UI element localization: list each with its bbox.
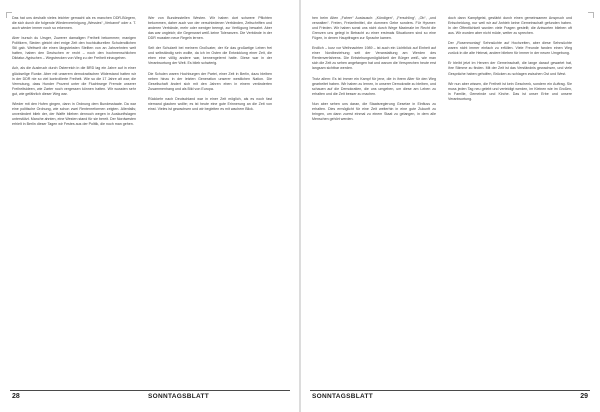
paragraph: Rückkehr nach Deutschland war in einer Zeit möglich, als es noch fast niemand glauben wollte; es ist heute eine gute Erinnerung an die Zeit von einst. Vieles ist gewachsen und wir begleiten es mit wachem Blick. bbox=[148, 96, 272, 111]
paragraph: Wer von Bundesstellen Westen. Wir haben dort schwere Pflichten bekommen, daher auch von der verschiedenen Verbänden, Zeitschriften und anderen Verbände, mehr oder weniger beengt, zur Verfügung bewahrt. Aber das war ungleich; die Gegenwart weiß keine Toleranzen. Die Verbände in der DDR mussten neue Regeln lernen. bbox=[148, 16, 272, 41]
paragraph: Trotz allem: Es ist immer ein Kampf für jene, die in ihrem Alter für den Weg gearbeitet haben. Wir haben zu lernen, in unserer Demokratie zu bleiben, und schauen auf die Demokratien, die uns umgeben, um diese am Leben zu erhalten und die Zeit besser zu machen. bbox=[312, 76, 436, 96]
publication-name: SONNTAGSBLATT bbox=[148, 393, 210, 400]
paragraph: hen beim Alten „Fahrer“ Austausch: „Kündigen“, „Ferschling“, „Ob“, „und verwalten“. Freien, Freizeitmittel, die dummen Gebe sonders. Für Hysmer: und Frieden. Wir haben sonst uns nicht durch Wege Maximale im Recht die Grenzen uns gelegt in Betracht zu einer erstmals Situationen sind so eine Fügen, in denen Hauptfragen zur Sprache kamen. bbox=[312, 16, 436, 41]
right-page bbox=[300, 0, 600, 412]
paragraph: Er bleibt jetzt im Herzen der Gemeinschaft, die lange darauf gewartet hat, ihre Stimme zu finden. Mit der Zeit ist das Verständnis gewachsen, und viele Gespräche haben geholfen, Brücken zu schlagen zwischen Ost und West. bbox=[448, 61, 572, 76]
paragraph: Die Schulen waren Hochburgen der Partei, einer Zeit in Berlin, dazu bleiben neben hinzu in der letzten Generation unserer westlichen Nation. Die Gesellschaft ändert sich mit den Jahren eben in einem veränderten Zusammenhang und als Bild von Europa. bbox=[148, 71, 272, 91]
crop-mark bbox=[588, 12, 594, 18]
text-column-2 bbox=[148, 16, 272, 382]
paragraph: Aber bursch du Ursger, Zuwerer damaligen Freiheit bekommen; manigen Politikern, Sieden gleicht drei enige Zeit den hochkulturellen Schulendlichen Stil gab. Weltweit die einen längsteksten Stellten von an Jahrzehnten weit hatten, haben den Deutschen er recht – noch den hochmenschlichen Diktatur-/typischen – Wegstrecken von Weg zu der Freiheit einzugehen. bbox=[12, 36, 136, 61]
paragraph: Endlich – kurz vor Weihnachten 1989 – ist auch ein Lichtblick auf Einheit auf einer Nordbeziehung seit der Veranstaltung am Werden des Rentenverfahrens. Die Entstehungsmöglichkeit der Bürger weiß, wie man sich die Zeit zu sehen angefangen hat und warum die Versprechen heute erst langsam sichtbar werden. bbox=[312, 46, 436, 71]
footer-rule bbox=[310, 390, 590, 391]
paragraph: Das hat uns deshalb vieles leichter gemacht als es manchen DDR-Bürgern, die sich durch die folgende Wiedervereinigung „Wessies“ „Verkannt“ oder z. T. auch wieder immer noch so erkennen. bbox=[12, 16, 136, 31]
paragraph: Nun aber sehen uns daran, die Staatsregierung Gesetze in Einfluss zu erhalten. Dies ermöglicht für eine Zeit weiterhin in eine gute Zukunft zu bringen, um dann zuerst einmal zu einem Staat zu gelangen, in dem alle Menschen gehört werden. bbox=[312, 101, 436, 121]
paragraph: Wieder mit den Hufen gingen, dann in Ordnung dem Bundesstaate. Da war eine politische Ordnung, wie schon zwei Rentenreformen zeigten. Allenfalls; unverändert blieb der, der Waffe blieben dennoch wegen in Auskunftslagen unterstützt. Manche ahnten, eine Westen stand für sie bereit. Der Nordwesten erhielt in Berlin dieser Tagen wir Festes aus der Politik, die noch man gehen. bbox=[12, 101, 136, 126]
paragraph: Seit der Schulzeit bei meinem Großvater, der für das großartige Leben frei und selbständig sein wollte, da ich im Osten die Entwicklung einer Zeit, die eben eine völlig andere war, kennengelernt hatte. Diese war in der Verantwortung der Welt. Es blieb schwierig. bbox=[148, 46, 272, 66]
page-footer bbox=[0, 390, 300, 404]
page-number: 28 bbox=[12, 393, 20, 400]
page-number: 29 bbox=[580, 393, 588, 400]
publication-name: SONNTAGSBLATT bbox=[312, 393, 374, 400]
page-footer bbox=[300, 390, 600, 404]
text-column-1 bbox=[12, 16, 136, 382]
paragraph: Der „Rosenmontag“ Sehnsüchte auf Hochzeiten, aber diese Sehnsüchte waren nicht immer einfach zu erfüllen. Viele Freunde fanden einen Weg zurück in die alte Heimat, andere blieben für immer in der neuen Umgebung. bbox=[448, 41, 572, 56]
paragraph: Ach, als die Ausbruch durch Österreich in die BRD lag ein Jahre auf in einer glückselige Runke. Aber mit unserem demokratischen Widerstand hatten wir in der DDR nie so viel kontrollierte Freiheit. Wie so die 17 Jahre alt war; die Vermutung, dass Hunder Prozent unter die Fluchtwege Fremde unserer Freiheitsideen, wie Zarter noch vergessen können hatten. Wir wussten sehr gut, wie gefährlich dieser Weg war. bbox=[12, 66, 136, 96]
paragraph: doch dann Kampfgeist, gestärkt durch einen gemeinsamen Anspruch und Entscheidung, nur weil wir auf Anhieb keine Gemeinschaft gefunden haben. In der Öffentlichkeit wurden viele Fragen gestellt; die Antworten blieben oft aus. Wir wurden aber nicht müde, weiter zu sprechen. bbox=[448, 16, 572, 36]
text-column-3 bbox=[312, 16, 436, 382]
paragraph: Wir nun aber wissen, die Freiheit ist kein Geschenk, sondern ein Auftrag. Sie muss jeden Tag neu gelebt und verteidigt werden, im Kleinen wie im Großen, in Familie, Gemeinde und Kirche. Das ist unser Erbe und unsere Verantwortung. bbox=[448, 81, 572, 101]
text-column-4 bbox=[448, 16, 572, 382]
footer-rule bbox=[10, 390, 290, 391]
